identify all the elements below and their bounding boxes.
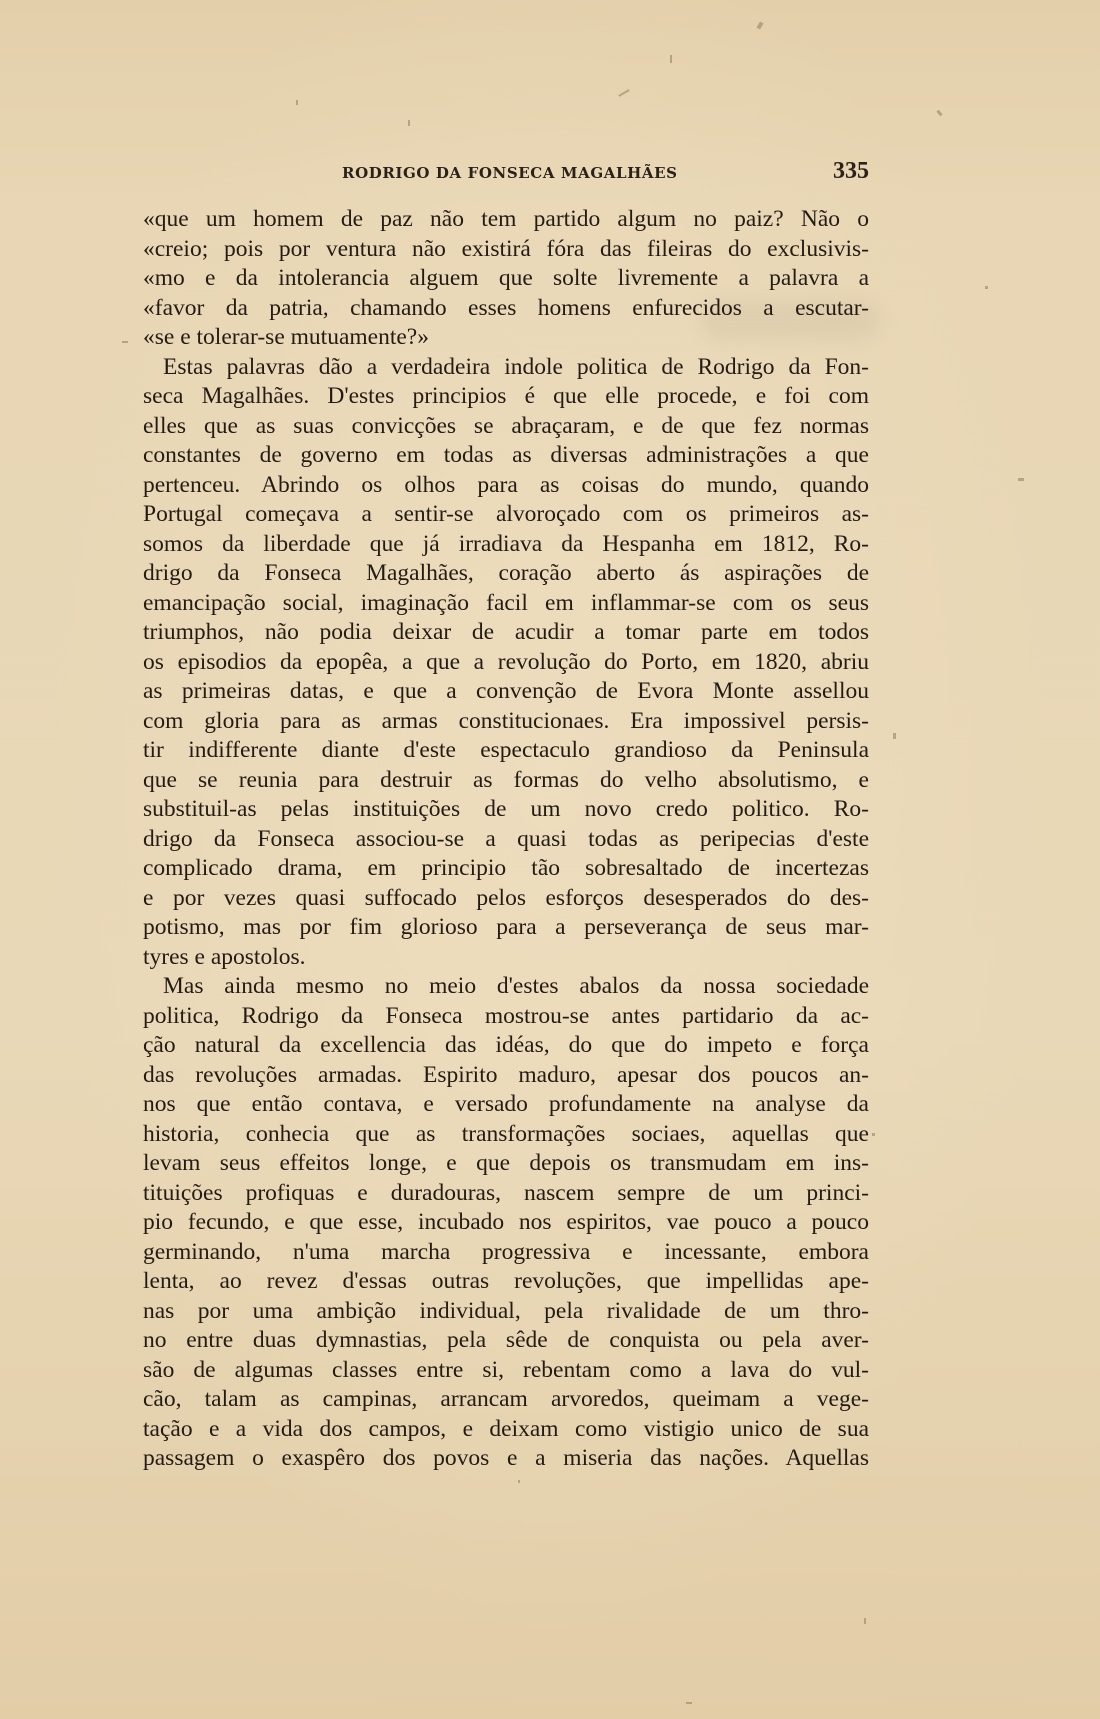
text-line: politica, Rodrigo da Fonseca mostrou-se antes partidario da ac-	[143, 1002, 869, 1029]
text-line: os episodios da epopêa, a que a revolução do Porto, em 1820, abriu	[143, 648, 869, 675]
text-line: são de algumas classes entre si, rebentam como a lava do vul-	[143, 1356, 869, 1383]
text-line: as primeiras datas, e que a convenção de Evora Monte assellou	[143, 678, 869, 704]
text-line: pio fecundo, e que esse, incubado nos espiritos, vae pouco a pouco	[143, 1209, 869, 1235]
paper-speck	[864, 1618, 866, 1624]
paper-speck	[670, 55, 672, 63]
body-text	[143, 205, 869, 1474]
text-line: das revoluções armadas. Espirito maduro, apesar dos poucos an-	[143, 1061, 869, 1088]
paper-speck	[408, 120, 410, 126]
text-line: triumphos, não podia deixar de acudir a tomar parte em todos	[143, 619, 869, 645]
paper-speck	[618, 89, 629, 97]
text-line: lenta, ao revez d'essas outras revoluções, que impellidas ape-	[143, 1268, 869, 1294]
text-line: seca Magalhães. D'estes principios é que elle procede, e foi com	[143, 383, 869, 409]
text-line: drigo da Fonseca Magalhães, coração aberto ás aspirações de	[143, 560, 869, 586]
text-line: complicado drama, em principio tão sobresaltado de incertezas	[143, 855, 869, 881]
text-line: tação e a vida dos campos, e deixam como vistigio unico de sua	[143, 1415, 869, 1442]
text-line: «mo e da intolerancia alguem que solte livremente a palavra a	[143, 265, 869, 291]
paper-speck	[686, 1702, 692, 1704]
text-line: passagem o exaspêro dos povos e a miseria das nações. Aquellas	[143, 1445, 869, 1471]
text-line: constantes de governo em todas as diversas administrações a que	[143, 442, 869, 468]
paper-speck	[936, 110, 942, 117]
text-line: tir indifferente diante d'este espectaculo grandioso da Peninsula	[143, 737, 869, 763]
text-line: «se e tolerar-se mutuamente?»	[143, 324, 429, 350]
running-title: RODRIGO DA FONSECA MAGALHÃES	[342, 164, 678, 182]
paper-speck	[518, 1480, 520, 1483]
text-line: somos da liberdade que já irradiava da Hespanha em 1812, Ro-	[143, 530, 869, 557]
text-line: que se reunia para destruir as formas do velho absolutismo, e	[143, 766, 869, 793]
text-line: germinando, n'uma marcha progressiva e incessante, embora	[143, 1238, 869, 1265]
text-line: «favor da patria, chamando esses homens enfurecidos a escutar-	[143, 294, 869, 321]
text-line: e por vezes quasi suffocado pelos esforços desesperados do des-	[143, 884, 869, 911]
text-line: historia, conhecia que as transformações sociaes, aquellas que	[143, 1120, 869, 1147]
paper-speck	[1018, 478, 1024, 481]
text-line: pertenceu. Abrindo os olhos para as coisas do mundo, quando	[143, 471, 869, 498]
text-line: drigo da Fonseca associou-se a quasi todas as peripecias d'este	[143, 825, 869, 852]
page-header	[143, 160, 869, 186]
text-line: cão, talam as campinas, arrancam arvoredos, queimam a vege-	[143, 1386, 869, 1412]
text-line: no entre duas dymnastias, pela sêde de conquista ou pela aver-	[143, 1327, 869, 1353]
paper-speck	[122, 341, 128, 343]
text-line: emancipação social, imaginação facil em inflammar-se com os seus	[143, 589, 869, 616]
text-line: nas por uma ambição individual, pela rivalidade de um thro-	[143, 1297, 869, 1324]
text-line: tituições profiquas e duradouras, nascem sempre de um princi-	[143, 1179, 869, 1206]
text-line: substituil-as pelas instituições de um novo credo politico. Ro-	[143, 796, 869, 822]
paper-speck	[872, 1133, 875, 1136]
text-line: potismo, mas por fim glorioso para a perseverança de seus mar-	[143, 914, 869, 940]
text-line: nos que então contava, e versado profundamente na analyse da	[143, 1091, 869, 1117]
text-line: «que um homem de paz não tem partido algum no paiz? Não o	[143, 206, 869, 232]
text-line: tyres e apostolos.	[143, 943, 306, 970]
text-line: Mas ainda mesmo no meio d'estes abalos da nossa sociedade	[163, 973, 869, 999]
text-line: elles que as suas convicções se abraçaram, e de que fez normas	[143, 412, 869, 439]
text-line: levam seus effeitos longe, e que depois os transmudam em ins-	[143, 1150, 869, 1176]
text-line: ção natural da excellencia das idéas, do que do impeto e força	[143, 1032, 869, 1058]
paper-speck	[296, 100, 298, 105]
text-line: Estas palavras dão a verdadeira indole politica de Rodrigo da Fon-	[163, 353, 869, 380]
paper-speck	[757, 21, 764, 29]
text-line: Portugal começava a sentir-se alvoroçado com os primeiros as-	[143, 501, 869, 527]
text-line: «creio; pois por ventura não existirá fóra das fileiras do exclusivis-	[143, 235, 869, 262]
page-number: 335	[833, 158, 869, 184]
text-line: com gloria para as armas constitucionaes. Era impossivel persis-	[143, 707, 869, 734]
paper-speck	[985, 286, 988, 289]
paper-speck	[893, 733, 896, 739]
